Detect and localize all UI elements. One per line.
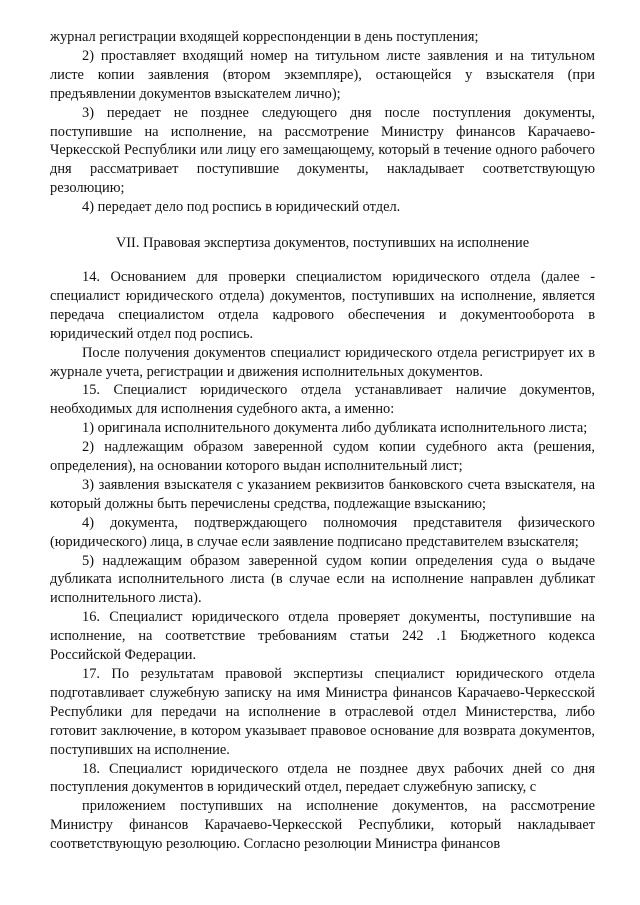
document-page [50, 28, 595, 854]
paragraph-item-2: 2) проставляет входящий номер на титульном листе заявления и на титульном листе копии заявления (втором экземпляре), остающейся у взыскателя (при предъявлении документов взыскателем лично); [50, 47, 595, 102]
paragraph-item-4: 4) передает дело под роспись в юридический отдел. [82, 199, 401, 216]
section-heading: VII. Правовая экспертиза документов, поступивших на исполнение [115, 235, 530, 252]
paragraph-clause-18: 18. Специалист юридического отдела не позднее двух рабочих дней со дня поступления документов в юридический отдел, передает служебную записку, с [50, 760, 595, 796]
paragraph-continuation: журнал регистрации входящей корреспонденции в день поступления; [50, 29, 479, 45]
paragraph-registration: После получения документов специалист юридического отдела регистрирует их в журнале учета, регистрации и движения исполнительных документов. [50, 344, 595, 380]
paragraph-list-item-4: 4) документа, подтверждающего полномочия представителя физического (юридического) лица, в случае если заявление подписано представителем взыскателя; [50, 514, 595, 550]
paragraph-clause-15: 15. Специалист юридического отдела устанавливает наличие документов, необходимых для исполнения судебного акта, а именно: [50, 382, 595, 418]
paragraph-list-item-2: 2) надлежащим образом заверенной судом копии судебного акта (решения, определения), на основании которого выдан исполнительный лист; [50, 439, 595, 475]
paragraph-clause-18-continued: приложением поступивших на исполнение документов, на рассмотрение Министру финансов Карачаево-Черкесской Республики, который накладывает соответствующую резолюцию. Согласно резолюции Министра финансов [50, 798, 595, 853]
paragraph-clause-16: 16. Специалист юридического отдела проверяет документы, поступившие на исполнение, на соответствие требованиям статьи 242 .1 Бюджетного кодекса Российской Федерации. [50, 609, 595, 664]
paragraph-list-item-3: 3) заявления взыскателя с указанием реквизитов банковского счета взыскателя, на который должны быть перечислены средства, подлежащие взысканию; [50, 476, 595, 512]
paragraph-clause-17: 17. По результатам правовой экспертизы специалист юридического отдела подготавливает служебную записку на имя Министра финансов Карачаево-Черкесской Республики для передачи на исполнение в отраслевой отдел Министерства, либо готовит заключение, в котором указывает правовое основание для возврата документов, поступивших на исполнение. [50, 666, 595, 758]
paragraph-list-item-5: 5) надлежащим образом заверенной судом копии определения суда о выдаче дубликата исполнительного листа (в случае если на исполнение направлен дубликат исполнительного листа). [50, 552, 595, 607]
paragraph-clause-14: 14. Основанием для проверки специалистом юридического отдела (далее - специалист юридического отдела) документов, поступивших на исполнение, является передача специалистом отдела кадрового обеспечения и документооборота в юридический отдел под роспись. [50, 268, 595, 342]
paragraph-item-3: 3) передает не позднее следующего дня после поступления документы, поступившие на исполнение, на рассмотрение Министру финансов Карачаево-Черкесской Республики или лицу его замещающему, который в течение одного рабочего дня рассматривает поступившие документы, накладывает соответствующую резолюцию; [50, 104, 595, 197]
paragraph-list-item-1: 1) оригинала исполнительного документа либо дубликата исполнительного листа; [82, 420, 588, 437]
